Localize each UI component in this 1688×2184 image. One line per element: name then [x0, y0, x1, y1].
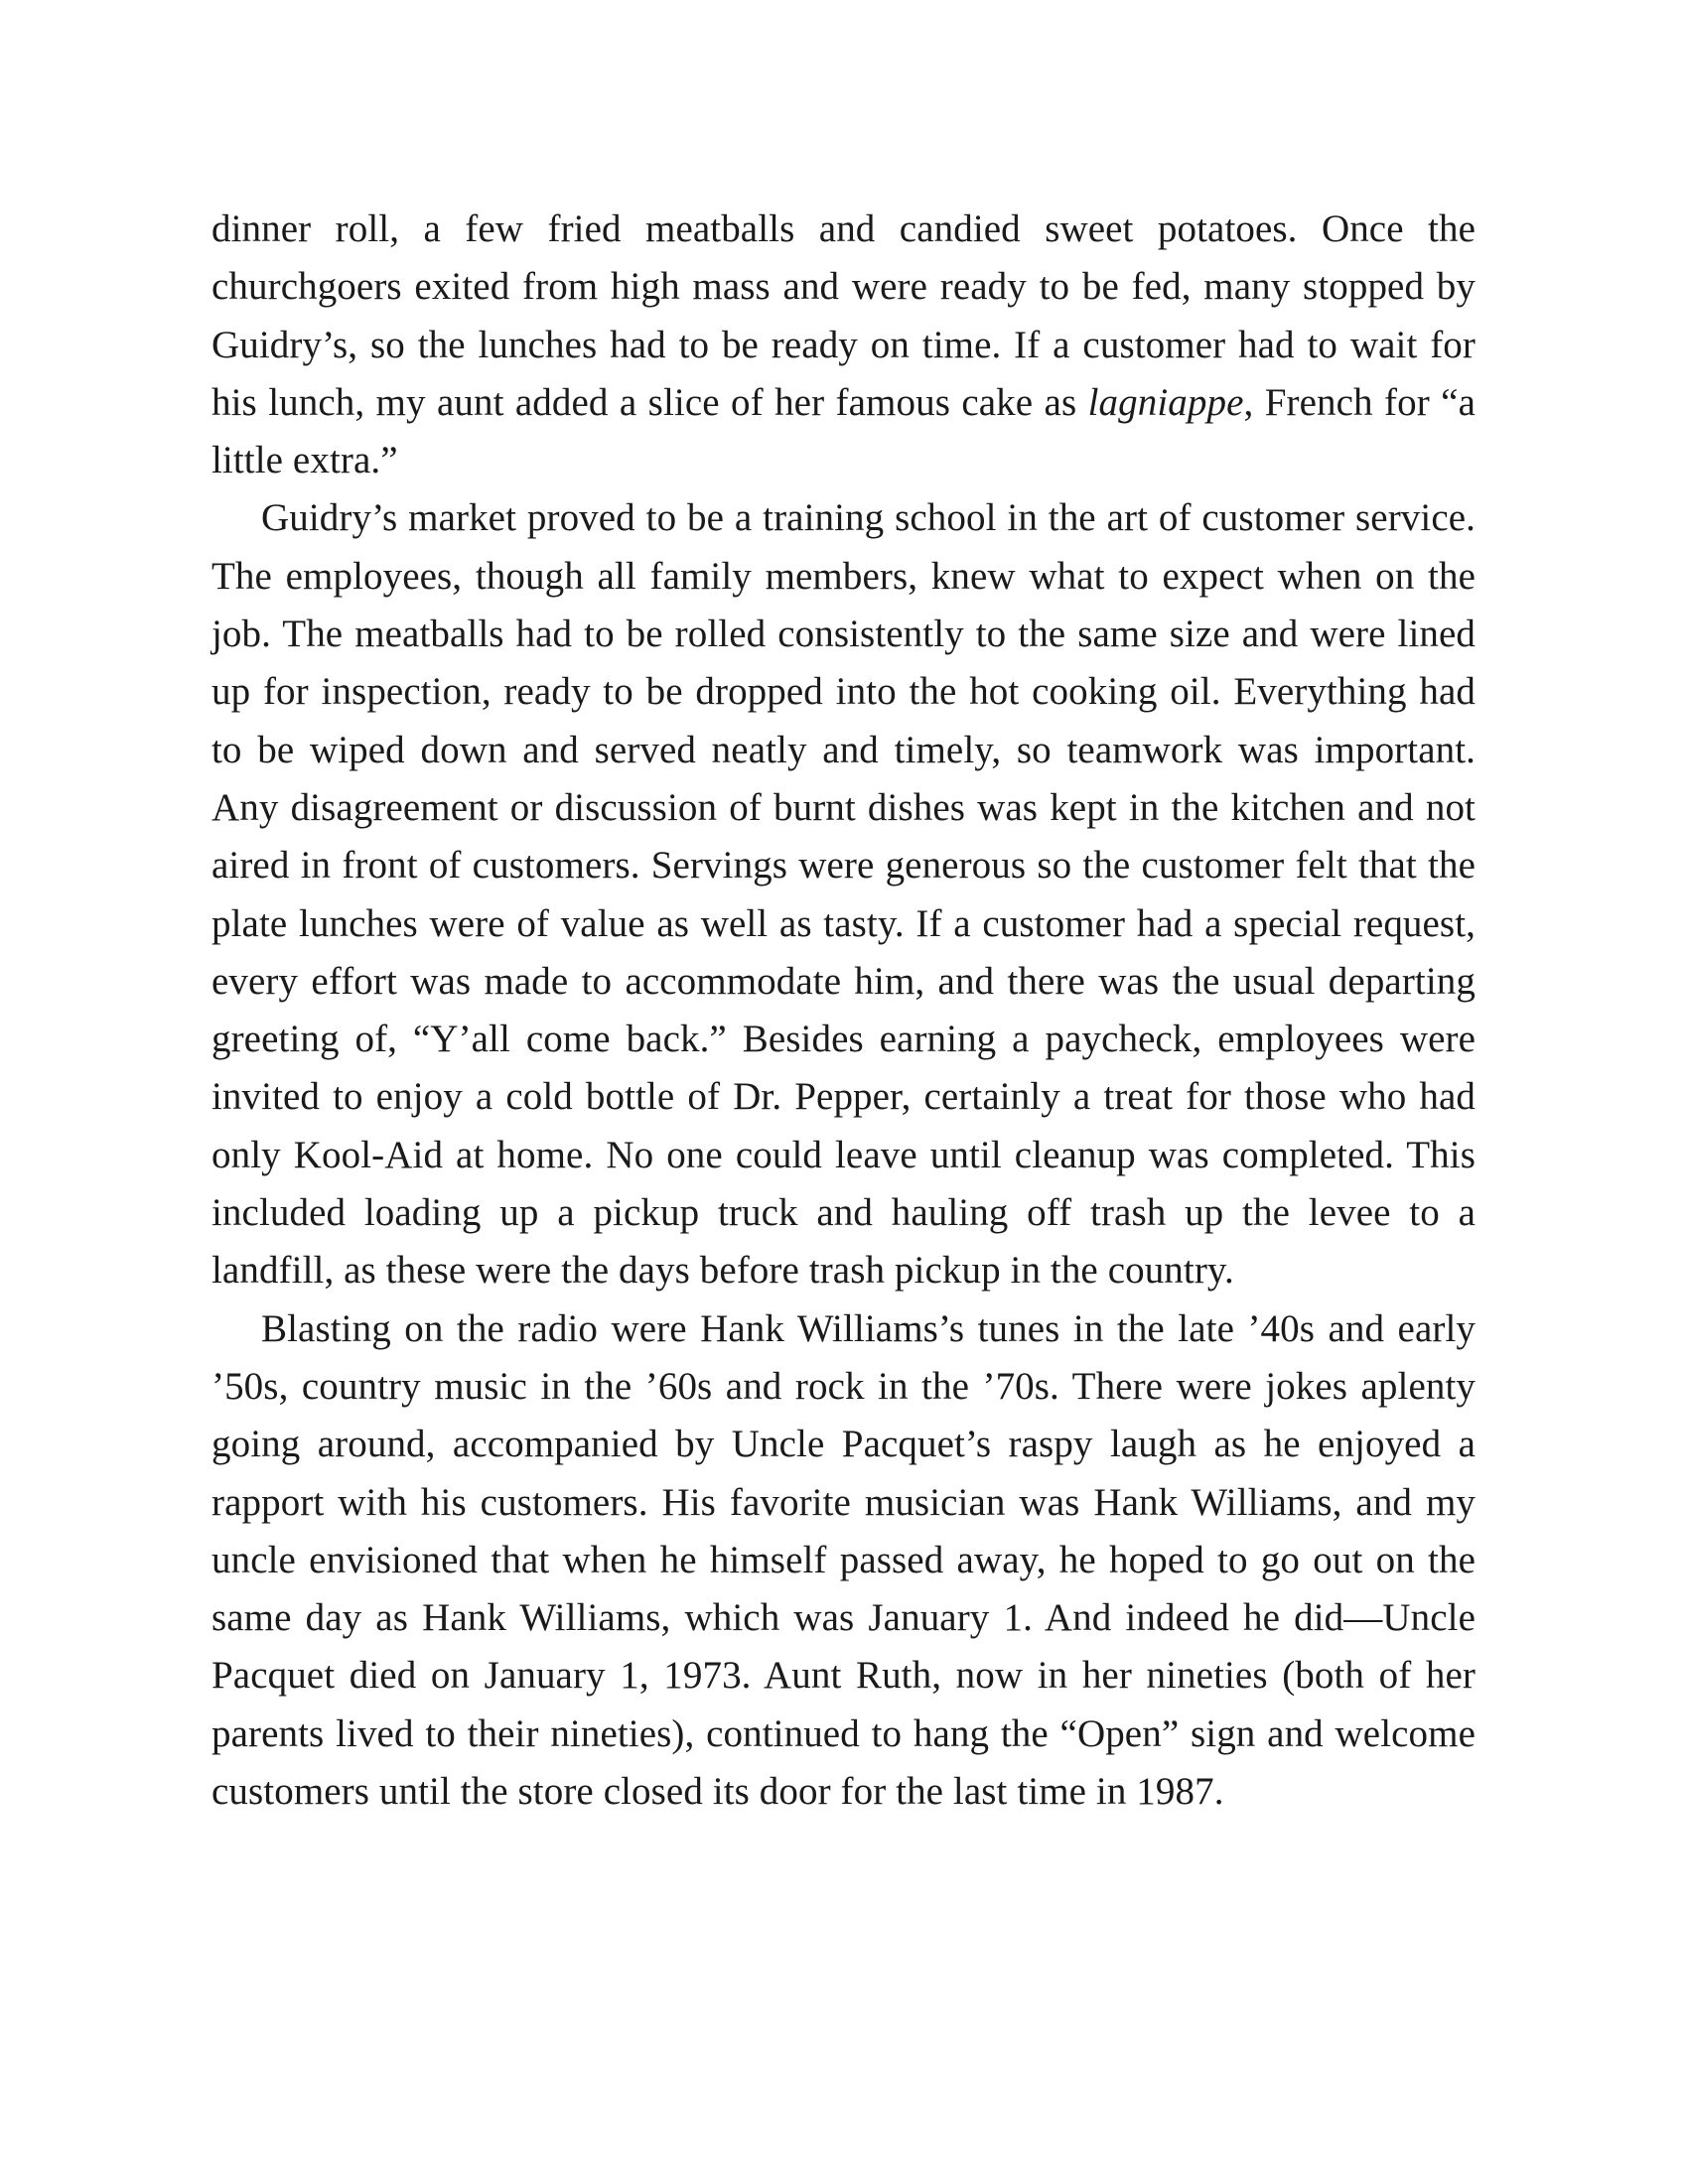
- paragraph-2: Guidry’s market proved to be a training school in the art of customer service. The employees, though all family members, knew what to expect when on the job. The meatballs had to be rolled consistently to the same size and were lined up for inspection, ready to be dropped into the hot cooking oil. Everything had to be wiped down and served neatly and timely, so teamwork was important. Any disagreement or discussion of burnt dishes was kept in the kitchen and not aired in front of customers. Servings were generous so the customer felt that the plate lunches were of value as well as tasty. If a customer had a special request, every effort was made to accommodate him, and there was the usual departing greeting of, “Y’all come back.” Besides earning a paycheck, employees were invited to enjoy a cold bottle of Dr. Pepper, certainly a treat for those who had only Kool-Aid at home. No one could leave until cleanup was completed. This included loading up a pickup truck and hauling off trash up the levee to a landfill, as these were the days before trash pickup in the country.: [211, 496, 1476, 1293]
- paragraph-3: Blasting on the radio were Hank Williams’s tunes in the late ’40s and early ’50s, country music in the ’60s and rock in the ’70s. There were jokes aplenty going around, accompanied by Uncle Pacquet’s raspy laugh as he enjoyed a rapport with his customers. His favorite musician was Hank Williams, and my uncle envisioned that when he himself passed away, he hoped to go out on the same day as Hank Williams, which was January 1. And indeed he did—Uncle Pacquet died on January 1, 1973. Aunt Ruth, now in her nineties (both of her parents lived to their nineties), continued to hang the “Open” sign and welcome customers until the store closed its door for the last time in 1987.: [211, 1306, 1476, 1814]
- paragraph-1-text: dinner roll, a few fried meatballs and candied sweet potatoes. Once the churchgoers exited from high mass and were ready to be fed, many stopped by Guidry’s, so the lunches had to be ready on time. If a customer had to wait for his lunch, my aunt added a slice of her famous cake as: [211, 207, 1476, 424]
- page-body: [211, 201, 1476, 1821]
- paragraph-1-italic-word: lagniappe: [1087, 380, 1244, 424]
- paragraph-1-text-end: , French for “a little extra.”: [211, 380, 1476, 482]
- paragraph-1: [211, 201, 1476, 489]
